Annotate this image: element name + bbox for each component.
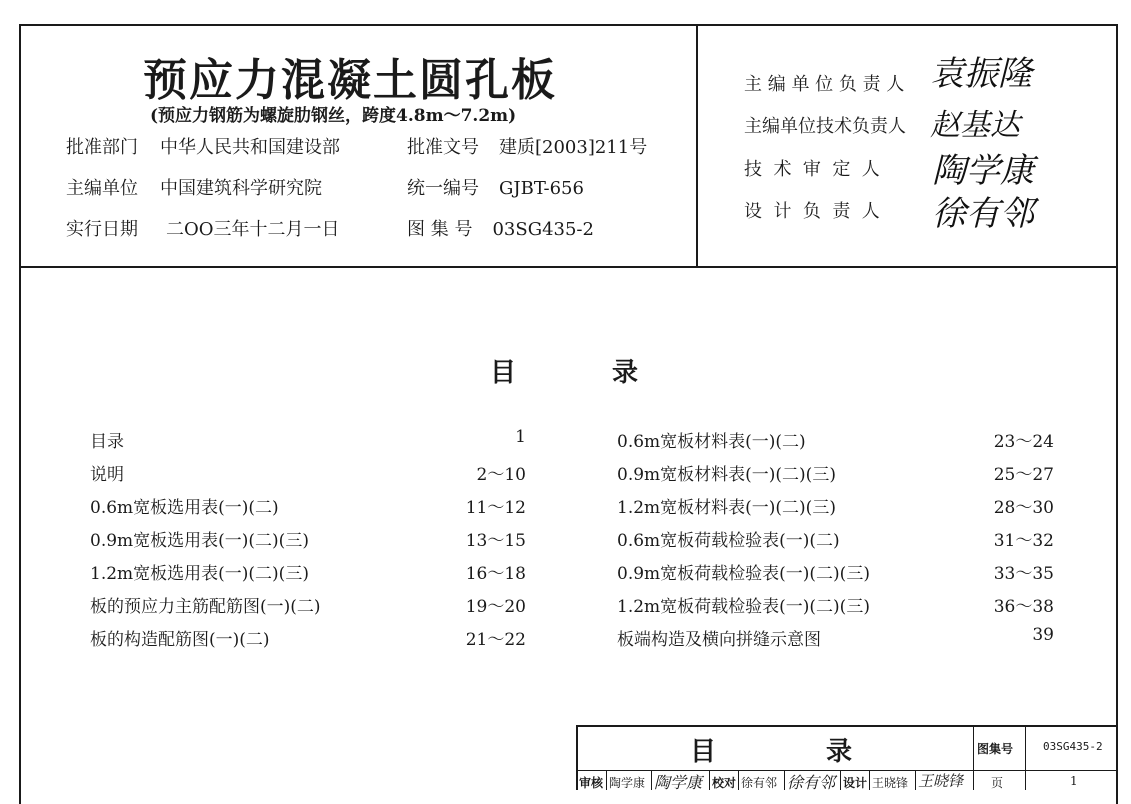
designer-name: 王晓锋 xyxy=(872,776,909,790)
toc-title-left: 目 xyxy=(490,358,517,388)
toc-right-column xyxy=(617,422,1054,653)
toc-entry-title: 1.2m宽板荷载检验表(一)(二)(三) xyxy=(617,597,870,617)
toc-entry-title: 0.9m宽板材料表(一)(二)(三) xyxy=(617,465,836,485)
toc-entry-title: 板的预应力主筋配筋图(一)(二) xyxy=(90,597,321,617)
atlas-label: 图集号 xyxy=(977,742,1014,756)
title-block-cell-divider xyxy=(651,770,652,790)
page-label: 页 xyxy=(991,776,1004,790)
sub-title: (预应力钢筋为螺旋肋钢丝，跨度4.8m～7.2m) xyxy=(150,106,517,126)
toc-entry-page: 1 xyxy=(515,427,526,447)
toc-entry-title: 板端构造及横向拼缝示意图 xyxy=(617,630,821,650)
toc-entry-title: 0.6m宽板选用表(一)(二) xyxy=(90,498,279,518)
header-divider xyxy=(696,24,698,268)
toc-entry-page: 21～22 xyxy=(465,630,526,650)
toc-entry-page: 31～32 xyxy=(993,531,1054,551)
toc-entry-title: 1.2m宽板选用表(一)(二)(三) xyxy=(90,564,309,584)
meta-approval-dept xyxy=(66,133,340,159)
meta-label: 实行日期 xyxy=(66,219,138,240)
toc-entry-title: 0.6m宽板材料表(一)(二) xyxy=(617,432,806,452)
meta-value: 二OO三年十二月一日 xyxy=(166,219,340,240)
meta-editor-unit xyxy=(66,174,322,200)
meta-value: GJBT-656 xyxy=(499,178,584,199)
main-title: 预应力混凝土圆孔板 xyxy=(143,55,557,106)
signature: 袁振隆 xyxy=(930,54,1032,94)
toc-entry[interactable] xyxy=(90,455,526,488)
toc-entry[interactable] xyxy=(617,587,1054,620)
meta-label: 图 集 号 xyxy=(407,219,473,240)
toc-entry-page: 28～30 xyxy=(993,498,1054,518)
toc-entry-page: 19～20 xyxy=(465,597,526,617)
toc-entry[interactable] xyxy=(90,521,526,554)
responsible-role: 主编单位技术负责人 xyxy=(744,116,906,137)
toc-entry[interactable] xyxy=(90,488,526,521)
checker-name: 徐有邻 xyxy=(741,776,778,790)
toc-entry-page: 11～12 xyxy=(465,498,526,518)
responsible-role: 技 术 审 定 人 xyxy=(744,159,880,180)
toc-left-column xyxy=(90,422,526,653)
toc-entry[interactable] xyxy=(90,587,526,620)
designer-signature: 王晓锋 xyxy=(918,772,964,790)
responsible-role: 主 编 单 位 负 责 人 xyxy=(744,74,905,95)
design-label: 设计 xyxy=(843,776,868,790)
title-block-cell-divider xyxy=(869,770,870,790)
reviewer-signature: 陶学康 xyxy=(654,773,703,792)
toc-entry-title: 1.2m宽板材料表(一)(二)(三) xyxy=(617,498,836,518)
toc-entry-title: 0.9m宽板选用表(一)(二)(三) xyxy=(90,531,309,551)
meta-label: 主编单位 xyxy=(66,178,138,199)
toc-entry-page: 33～35 xyxy=(993,564,1054,584)
reviewer-name: 陶学康 xyxy=(609,776,646,790)
meta-atlas-no xyxy=(407,215,594,241)
signature: 赵基达 xyxy=(930,108,1020,143)
atlas-value: 03SG435-2 xyxy=(1043,740,1103,753)
toc-entry[interactable] xyxy=(90,620,526,653)
meta-value: 建质[2003]211号 xyxy=(499,137,648,158)
title-block-cell-divider xyxy=(915,770,916,790)
signature: 徐有邻 xyxy=(932,194,1034,234)
toc-entry-title: 0.9m宽板荷载检验表(一)(二)(三) xyxy=(617,564,870,584)
meta-label: 批准部门 xyxy=(66,137,138,158)
check-label: 校对 xyxy=(712,776,737,790)
meta-approval-no xyxy=(407,133,647,159)
toc-entry[interactable] xyxy=(617,488,1054,521)
meta-value: 中国建筑科学研究院 xyxy=(160,178,322,199)
toc-entry[interactable] xyxy=(617,521,1054,554)
toc-entry-title: 0.6m宽板荷载检验表(一)(二) xyxy=(617,531,840,551)
title-block-cell-divider xyxy=(840,770,841,790)
title-block-title-right: 录 xyxy=(826,737,853,767)
review-label: 审核 xyxy=(579,776,604,790)
checker-signature: 徐有邻 xyxy=(787,773,836,792)
toc-entry-page: 25～27 xyxy=(993,465,1054,485)
toc-entry[interactable] xyxy=(90,554,526,587)
title-block-col-divider xyxy=(973,725,974,790)
title-block-cell-divider xyxy=(709,770,710,790)
toc-entry-title: 目录 xyxy=(90,432,124,452)
title-block-title-left: 目 xyxy=(690,737,717,767)
toc-entry[interactable] xyxy=(617,554,1054,587)
toc-entry-page: 36～38 xyxy=(993,597,1054,617)
meta-value: 03SG435-2 xyxy=(492,219,594,240)
title-block-cell-divider xyxy=(606,770,607,790)
page-value: 1 xyxy=(1070,774,1078,788)
toc-entry-title: 说明 xyxy=(90,465,124,485)
meta-value: 中华人民共和国建设部 xyxy=(160,137,340,158)
toc-entry-page: 23～24 xyxy=(993,432,1054,452)
title-block-col-divider xyxy=(1025,725,1026,790)
toc-entry[interactable] xyxy=(617,422,1054,455)
toc-entry-page: 39 xyxy=(1032,625,1054,645)
responsible-role: 设 计 负 责 人 xyxy=(744,201,880,222)
title-block-cell-divider xyxy=(738,770,739,790)
toc-entry[interactable] xyxy=(90,422,526,455)
toc-entry-page: 16～18 xyxy=(465,564,526,584)
toc-entry[interactable] xyxy=(617,620,1054,653)
toc-entry-title: 板的构造配筋图(一)(二) xyxy=(90,630,270,650)
meta-label: 批准文号 xyxy=(407,137,479,158)
signature: 陶学康 xyxy=(932,151,1034,191)
toc-entry-page: 13～15 xyxy=(465,531,526,551)
toc-entry-page: 2～10 xyxy=(476,465,526,485)
meta-label: 统一编号 xyxy=(407,178,479,199)
meta-effective-date xyxy=(66,215,340,241)
toc-title-right: 录 xyxy=(612,358,639,388)
toc-entry[interactable] xyxy=(617,455,1054,488)
meta-unified-no xyxy=(407,174,584,200)
title-block-cell-divider xyxy=(784,770,785,790)
